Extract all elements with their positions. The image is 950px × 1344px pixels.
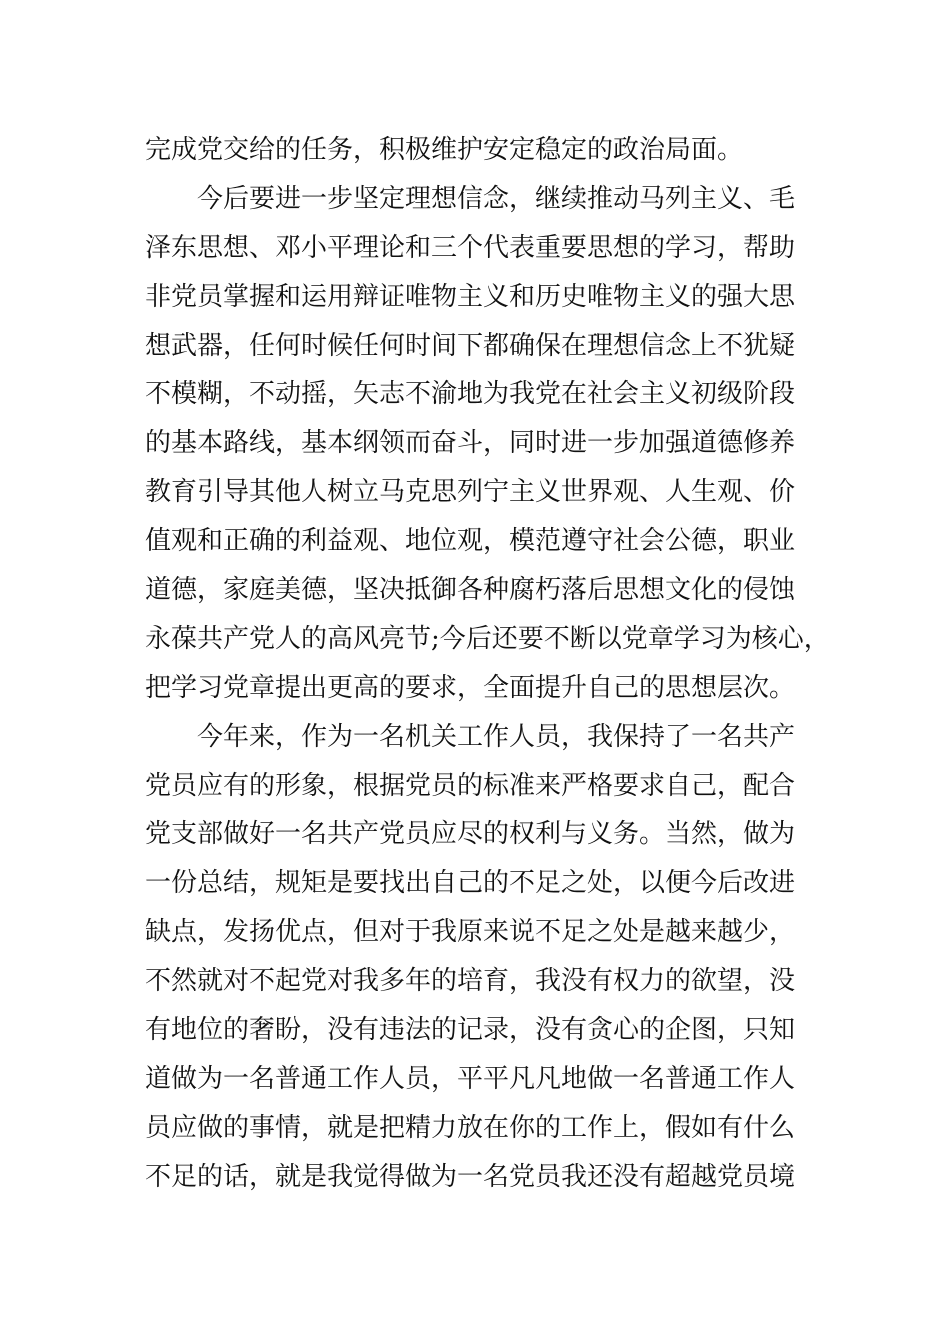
- text-line: 党员应有的形象，根据党员的标准来严格要求自己，配合: [145, 770, 796, 801]
- text-line: 党支部做好一名共产党员应尽的权利与义务。当然，做为: [145, 819, 796, 850]
- text-line: 缺点，发扬优点，但对于我原来说不足之处是越来越少，: [145, 917, 796, 948]
- text-line: 教育引导其他人树立马克思列宁主义世界观、人生观、价: [145, 477, 796, 508]
- body-text: [145, 126, 835, 1202]
- text-line: 泽东思想、邓小平理论和三个代表重要思想的学习，帮助: [145, 232, 796, 263]
- text-line: 完成党交给的任务，积极维护安定稳定的政治局面。: [145, 135, 744, 165]
- text-line: 把学习党章提出更高的要求，全面提升自己的思想层次。: [145, 672, 796, 703]
- text-line: 值观和正确的利益观、地位观，模范遵守社会公德，职业: [145, 526, 796, 557]
- text-line: 想武器，任何时候任何时间下都确保在理想信念上不犹疑: [145, 330, 796, 361]
- text-line: 道做为一名普通工作人员，平平凡凡地做一名普通工作人: [145, 1063, 796, 1094]
- text-line: 不然就对不起党对我多年的培育，我没有权力的欲望，没: [145, 966, 796, 997]
- text-line: 的基本路线，基本纲领而奋斗，同时进一步加强道德修养: [145, 428, 796, 459]
- text-line: 永葆共产党人的高风亮节;今后还要不断以党章学习为核心，: [145, 623, 830, 654]
- text-line: 一份总结，规矩是要找出自己的不足之处，以便今后改进: [145, 868, 796, 899]
- text-line: 不模糊，不动摇，矢志不渝地为我党在社会主义初级阶段: [145, 379, 796, 410]
- paragraph-first-line: 今后要进一步坚定理想信念，继续推动马列主义、毛: [197, 183, 796, 214]
- text-line: 有地位的奢盼，没有违法的记录，没有贪心的企图，只知: [145, 1015, 796, 1046]
- text-line: 道德，家庭美德，坚决抵御各种腐朽落后思想文化的侵蚀: [145, 575, 796, 606]
- text-line: 员应做的事情，就是把精力放在你的工作上，假如有什么: [145, 1112, 796, 1143]
- paragraph-first-line: 今年来，作为一名机关工作人员，我保持了一名共产: [197, 721, 796, 752]
- text-line: 不足的话，就是我觉得做为一名党员我还没有超越党员境: [145, 1161, 796, 1192]
- text-line: 非党员掌握和运用辩证唯物主义和历史唯物主义的强大思: [145, 281, 796, 312]
